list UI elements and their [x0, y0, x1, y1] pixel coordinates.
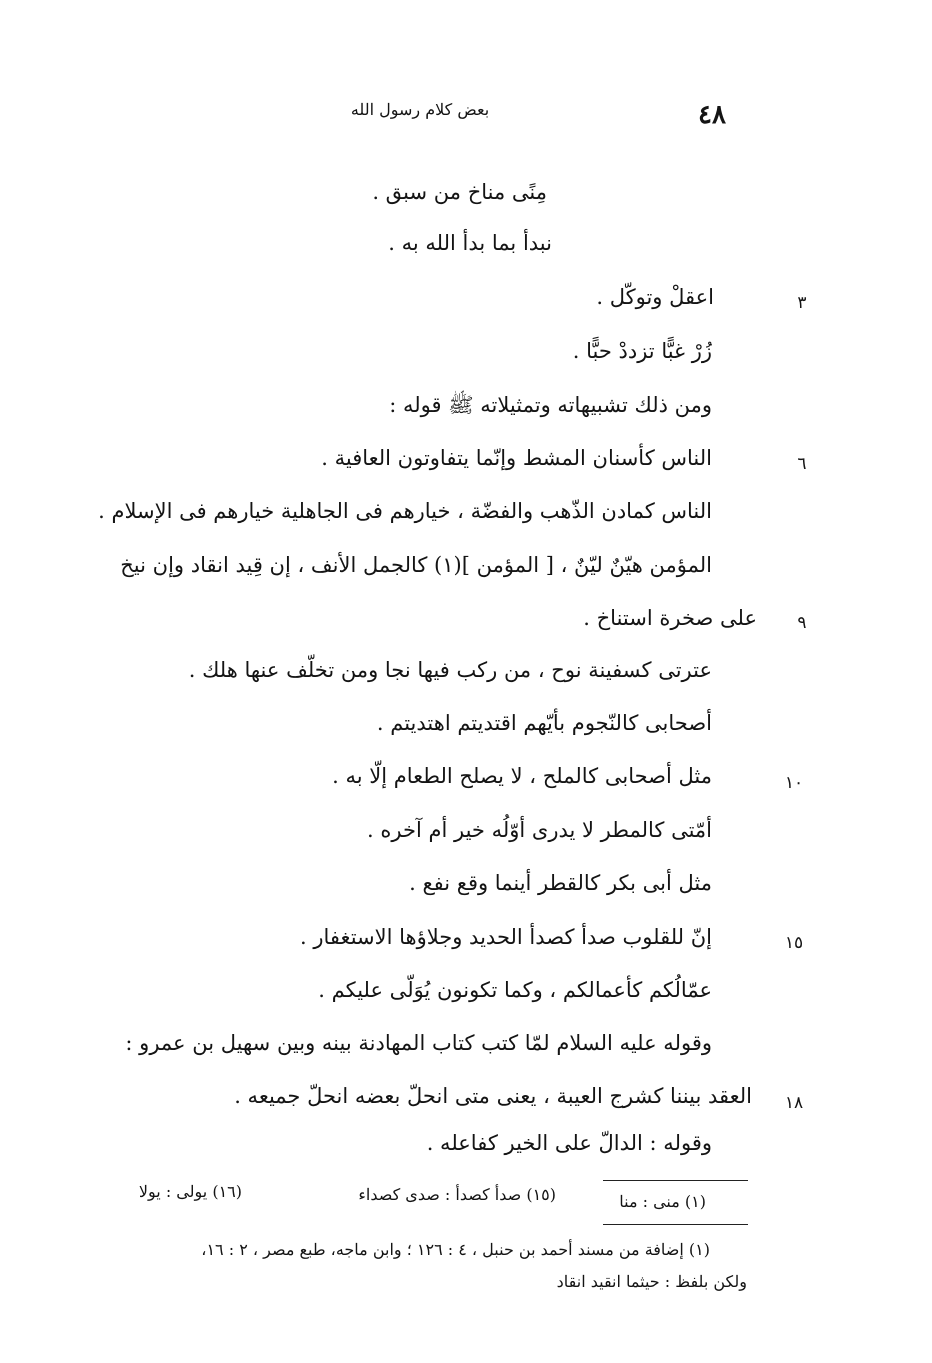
- page-number: ٤٨: [698, 100, 726, 130]
- text-line: الناس كأسنان المشط وإنّما يتفاوتون العافية .: [321, 446, 712, 470]
- variant-note: (١) منى : منا: [619, 1192, 706, 1211]
- text-line: عمّالُكم كأعمالكم ، وكما تكونون يُوَلّى عليكم .: [318, 978, 712, 1002]
- text-line: الناس كمادن الذّهب والفضّة ، خيارهم فى الجاهلية خيارهم فى الإسلام .: [98, 499, 712, 523]
- text-line: ومن ذلك تشبيهاته وتمثيلاته ﷺ قوله :: [389, 393, 712, 417]
- text-line: وقوله : الدالّ على الخير كفاعله .: [426, 1131, 712, 1155]
- text-line: العقد بيننا كشرج العيبة ، يعنى متى انحلّ بعضه انحلّ جميعه .: [234, 1084, 752, 1108]
- text-line: على صخرة استناخ .: [583, 606, 757, 630]
- variant-note: (١٥) صدأ كصدأ : صدى كصداء: [358, 1185, 556, 1204]
- line-number: ١٨: [784, 1093, 804, 1113]
- text-line: عترتى كسفينة نوح ، من ركب فيها نجا ومن تخلّف عنها هلك .: [188, 658, 712, 682]
- text-line: إنّ للقلوب صدأ كصدأ الحديد وجلاؤها الاستغفار .: [300, 925, 712, 949]
- text-line: أصحابى كالنّجوم بأيّهم اقتديتم اهتديتم .: [376, 711, 712, 735]
- footnote-rule: [603, 1224, 748, 1225]
- line-number: ٦: [797, 454, 807, 474]
- text-line: مثل أبى بكر كالقطر أينما وقع نفع .: [409, 871, 712, 895]
- text-line: مِنًى مناخ من سبق .: [372, 180, 547, 204]
- footnote: (١) إضافة من مسند أحمد بن حنبل ، ٤ : ١٢٦ ؛ وابن ماجه، طبع مصر ، ٢ : ١٦،: [201, 1240, 710, 1259]
- line-number: ١٠: [784, 773, 804, 793]
- text-line: زُرْ غبًّا تزددْ حبًّا .: [572, 339, 712, 363]
- notes-rule-top: [603, 1180, 748, 1181]
- footnote: ولكن بلفظ : حيثما انقيد انقاد: [556, 1272, 747, 1291]
- line-number: ٣: [797, 293, 807, 313]
- variant-note: (١٦) يولى : يولا: [138, 1182, 242, 1201]
- running-header: بعض كلام رسول الله: [350, 100, 490, 119]
- text-line: المؤمن هيّنٌ ليّنٌ ، [ المؤمن ](١) كالجمل الأنف ، إن قِيد انقاد وإن نيخ: [120, 553, 712, 577]
- text-line: وقوله عليه السلام لمّا كتب كتاب المهادنة بينه وبين سهيل بن عمرو :: [125, 1031, 712, 1055]
- line-number: ٩: [797, 613, 807, 633]
- text-line: مثل أصحابى كالملح ، لا يصلح الطعام إلّا به .: [332, 764, 712, 788]
- text-line: نبدأ بما بدأ الله به .: [388, 231, 552, 255]
- text-line: اعقلْ وتوكّل .: [596, 285, 714, 309]
- line-number: ١٥: [784, 933, 804, 953]
- text-line: أمّتى كالمطر لا يدرى أوّلُه خير أم آخره .: [367, 818, 712, 842]
